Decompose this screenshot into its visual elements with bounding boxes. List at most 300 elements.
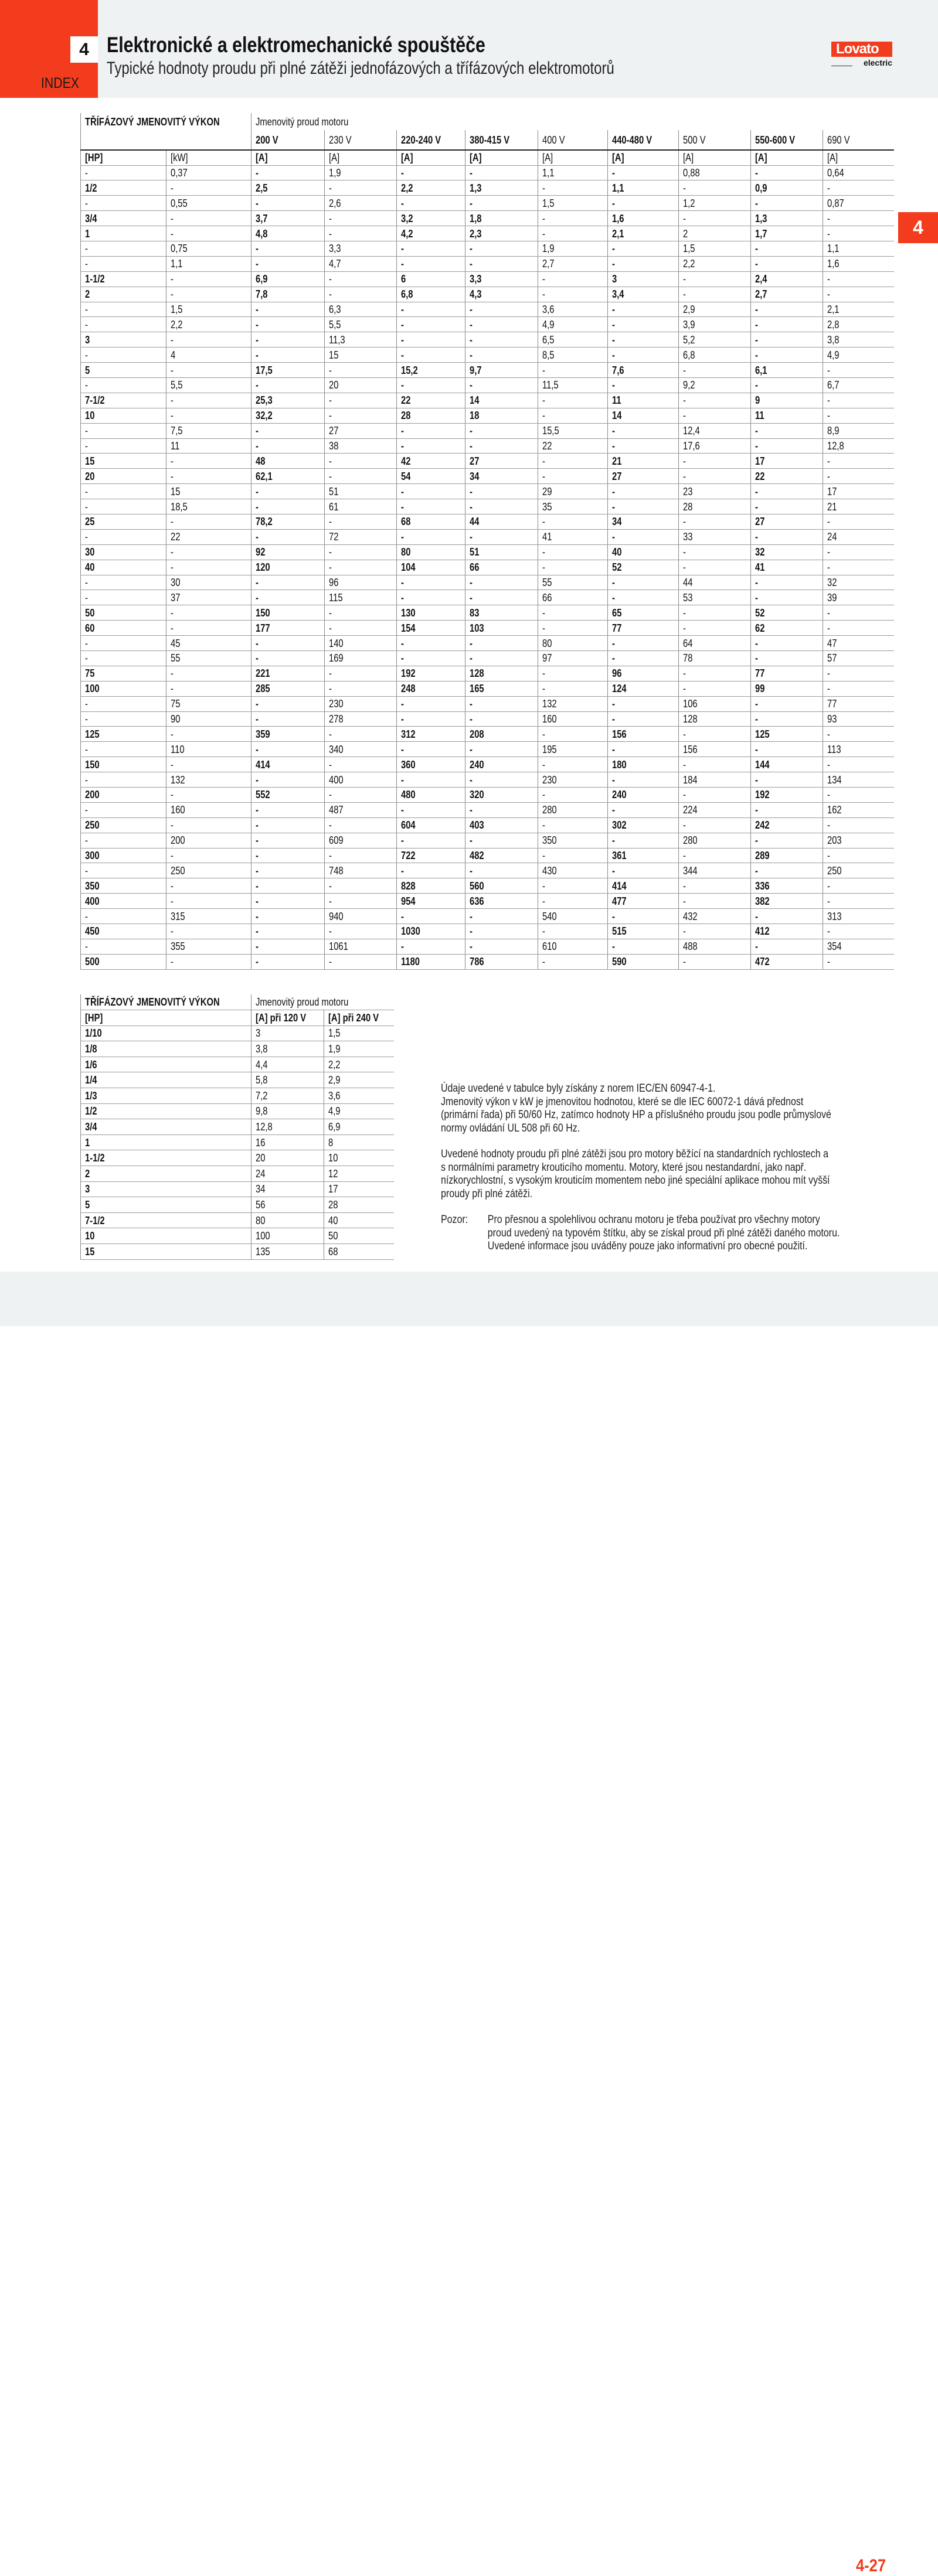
table-cell bbox=[465, 621, 538, 636]
table-cell bbox=[679, 924, 751, 939]
table-cell-text: - bbox=[542, 212, 545, 224]
table-cell-text: - bbox=[683, 789, 686, 801]
table-cell-text: 15 bbox=[85, 455, 95, 467]
table-cell-text: - bbox=[329, 182, 332, 194]
table-cell-text: 1,6 bbox=[612, 212, 624, 224]
table-cell bbox=[81, 833, 166, 848]
table-cell bbox=[81, 1103, 252, 1119]
table-cell bbox=[325, 757, 397, 772]
table-cell bbox=[166, 651, 252, 666]
table-cell-text: - bbox=[827, 850, 830, 862]
table-cell-text: - bbox=[401, 743, 404, 755]
table-cell bbox=[252, 560, 325, 575]
table-cell-text: 200 bbox=[85, 789, 100, 801]
table-cell-text: - bbox=[401, 258, 404, 270]
table-cell bbox=[679, 165, 751, 180]
table-cell bbox=[751, 544, 823, 560]
table-cell bbox=[679, 954, 751, 969]
table-cell-text: - bbox=[401, 774, 404, 786]
table-row bbox=[81, 742, 894, 757]
table-cell-text: - bbox=[470, 637, 473, 649]
table-cell-text: - bbox=[470, 941, 473, 953]
table-cell-text: 10 bbox=[85, 410, 95, 422]
table-cell-text: - bbox=[85, 743, 88, 755]
table-cell bbox=[325, 226, 397, 241]
table-cell-text: 14 bbox=[612, 410, 622, 422]
table-cell bbox=[751, 529, 823, 544]
table-cell bbox=[81, 939, 166, 954]
table-cell bbox=[397, 757, 465, 772]
table-cell-text: - bbox=[542, 455, 545, 467]
table-cell-text: - bbox=[171, 622, 174, 634]
table-cell-text: - bbox=[470, 425, 473, 437]
table-cell bbox=[538, 696, 608, 711]
table-cell-text: - bbox=[85, 197, 88, 209]
table-cell-text: - bbox=[171, 819, 174, 832]
table-cell bbox=[324, 1134, 394, 1150]
table-cell-text: 35 bbox=[542, 500, 552, 513]
table-cell-text: - bbox=[827, 895, 830, 907]
table-cell-text: 312 bbox=[401, 728, 416, 740]
table-cell-text: - bbox=[612, 804, 615, 816]
table-cell bbox=[823, 241, 894, 256]
table-cell bbox=[252, 848, 325, 863]
table-cell bbox=[324, 1181, 394, 1197]
chapter-side-tab[interactable]: 4 bbox=[898, 212, 938, 243]
table-cell-text: - bbox=[683, 850, 686, 862]
table-cell-text: - bbox=[755, 258, 758, 270]
table-cell bbox=[823, 499, 894, 514]
table-cell-text: 4,8 bbox=[256, 227, 268, 240]
table-row bbox=[81, 393, 894, 408]
table-cell-text: 609 bbox=[329, 834, 344, 847]
table-cell-text: - bbox=[827, 819, 830, 832]
table-cell bbox=[465, 575, 538, 590]
table-cell-text: 414 bbox=[612, 880, 627, 892]
table-cell bbox=[252, 666, 325, 681]
table-cell bbox=[81, 909, 166, 924]
table-cell bbox=[608, 484, 679, 499]
table-cell-text: - bbox=[85, 379, 88, 391]
table-cell-text: - bbox=[470, 485, 473, 498]
table-cell-text: - bbox=[256, 425, 259, 437]
table-cell bbox=[608, 817, 679, 833]
table-cell bbox=[465, 287, 538, 302]
table-cell bbox=[823, 408, 894, 423]
table-cell bbox=[465, 696, 538, 711]
table-cell bbox=[325, 454, 397, 469]
table-cell-text: - bbox=[256, 941, 259, 953]
table-cell bbox=[538, 165, 608, 180]
table-cell-text: - bbox=[827, 394, 830, 407]
table-cell-text: 96 bbox=[612, 667, 622, 680]
table-cell bbox=[81, 544, 166, 560]
table-cell-text: - bbox=[755, 333, 758, 346]
table-cell bbox=[465, 954, 538, 969]
table-cell-text: 15 bbox=[329, 349, 339, 361]
table-row bbox=[81, 939, 894, 954]
table-cell bbox=[751, 377, 823, 393]
table-cell-text: 11 bbox=[171, 439, 180, 452]
table-cell-text: - bbox=[755, 576, 758, 588]
table-cell bbox=[465, 666, 538, 681]
table-cell bbox=[81, 863, 166, 878]
table-cell-text: - bbox=[683, 182, 686, 194]
table-cell-text: 6 bbox=[401, 273, 406, 285]
table-cell bbox=[81, 211, 166, 226]
table-cell-text: 1,5 bbox=[683, 243, 695, 255]
table-cell-text: 34 bbox=[256, 1183, 266, 1195]
table-cell-text: 156 bbox=[683, 743, 698, 755]
table-cell-text: 28 bbox=[401, 410, 411, 422]
table-cell bbox=[166, 696, 252, 711]
table-cell-text: - bbox=[401, 910, 404, 922]
table-cell bbox=[608, 514, 679, 529]
table-cell bbox=[823, 681, 894, 696]
table-cell bbox=[397, 271, 465, 287]
table-cell-text: 30 bbox=[85, 546, 95, 558]
table-cell-text: 1 bbox=[85, 227, 90, 240]
table-cell-text: 55 bbox=[542, 576, 552, 588]
voltage-header bbox=[679, 130, 751, 150]
table-cell bbox=[166, 438, 252, 454]
table-cell bbox=[538, 878, 608, 894]
table-cell-text: - bbox=[329, 895, 332, 907]
table-cell bbox=[166, 393, 252, 408]
table-cell bbox=[81, 529, 166, 544]
table-cell-text: 2,8 bbox=[827, 318, 840, 330]
table-cell bbox=[397, 484, 465, 499]
table-cell-text: 1/10 bbox=[85, 1027, 102, 1040]
table-cell-text: - bbox=[171, 956, 174, 968]
table-cell bbox=[751, 727, 823, 742]
table-cell-text: 1/3 bbox=[85, 1089, 97, 1102]
table-cell-text: - bbox=[329, 410, 332, 422]
table-cell-text: 38 bbox=[329, 439, 339, 452]
table-cell bbox=[679, 514, 751, 529]
table-cell-text: - bbox=[542, 758, 545, 771]
table-cell bbox=[465, 165, 538, 180]
table-cell-text: 940 bbox=[329, 910, 344, 922]
table-cell bbox=[397, 211, 465, 226]
table-cell bbox=[608, 393, 679, 408]
table-cell-text: - bbox=[401, 500, 404, 513]
table-cell bbox=[538, 575, 608, 590]
table-cell bbox=[751, 317, 823, 332]
table-cell bbox=[608, 332, 679, 347]
table-cell bbox=[397, 666, 465, 681]
table-cell bbox=[166, 165, 252, 180]
table-cell bbox=[325, 363, 397, 378]
table-cell bbox=[538, 226, 608, 241]
table-cell bbox=[465, 196, 538, 211]
table-cell-text: - bbox=[256, 637, 259, 649]
table-cell bbox=[397, 817, 465, 833]
table-cell bbox=[325, 377, 397, 393]
table-cell-text: - bbox=[683, 516, 686, 528]
table-cell-text: 487 bbox=[329, 804, 344, 816]
table-cell bbox=[252, 438, 325, 454]
table-cell bbox=[252, 1134, 324, 1150]
table-cell bbox=[252, 165, 325, 180]
table-cell-text: - bbox=[612, 743, 615, 755]
table-cell bbox=[81, 347, 166, 363]
table-cell-text: 200 bbox=[171, 834, 185, 847]
table-cell-text: - bbox=[256, 439, 259, 452]
table-cell-text: 472 bbox=[755, 956, 770, 968]
table-cell-text: 11 bbox=[755, 410, 764, 422]
table-cell-text: - bbox=[612, 591, 615, 604]
table-cell bbox=[397, 302, 465, 317]
table-cell-text: - bbox=[256, 925, 259, 938]
table-cell-text: - bbox=[683, 561, 686, 574]
table-cell-text: 80 bbox=[542, 637, 552, 649]
table-cell bbox=[81, 1088, 252, 1104]
table-cell bbox=[81, 1166, 252, 1182]
table-cell-text: 5,2 bbox=[683, 333, 695, 346]
table-cell bbox=[166, 817, 252, 833]
table-cell-text: - bbox=[755, 910, 758, 922]
table-row bbox=[81, 514, 894, 529]
table-cell bbox=[252, 271, 325, 287]
unit-header bbox=[538, 150, 608, 165]
table-cell-text: - bbox=[85, 834, 88, 847]
unit-header bbox=[823, 150, 894, 165]
table-cell bbox=[81, 894, 166, 909]
table-cell-text: - bbox=[171, 288, 174, 301]
table-cell bbox=[325, 894, 397, 909]
table-cell bbox=[166, 636, 252, 651]
table-cell-text: - bbox=[683, 546, 686, 558]
table-cell bbox=[608, 560, 679, 575]
unit-header-text: [A] bbox=[612, 152, 624, 164]
table-cell-text: - bbox=[827, 516, 830, 528]
table-cell bbox=[751, 575, 823, 590]
table-cell-text: 34 bbox=[470, 470, 480, 482]
table-cell bbox=[81, 438, 166, 454]
table-cell bbox=[538, 196, 608, 211]
table-cell bbox=[823, 180, 894, 196]
table-cell bbox=[608, 241, 679, 256]
table-cell bbox=[465, 302, 538, 317]
table-cell bbox=[679, 529, 751, 544]
table-cell bbox=[751, 241, 823, 256]
table-row bbox=[81, 1134, 394, 1150]
table-cell-text: 1030 bbox=[401, 925, 420, 938]
table-cell bbox=[166, 408, 252, 423]
unit-header-text: [HP] bbox=[85, 1011, 103, 1024]
table-row bbox=[81, 1103, 394, 1119]
table-cell bbox=[679, 423, 751, 438]
table-cell-text: - bbox=[827, 606, 830, 619]
table-cell bbox=[538, 408, 608, 423]
table-cell-text: 412 bbox=[755, 925, 770, 938]
table-cell bbox=[823, 727, 894, 742]
table-cell bbox=[81, 377, 166, 393]
table-cell-text: 45 bbox=[171, 637, 181, 649]
page-footer bbox=[0, 1272, 938, 2575]
table-cell bbox=[538, 529, 608, 544]
table-cell-text: - bbox=[542, 364, 545, 376]
table-cell bbox=[166, 271, 252, 287]
table-cell-text: - bbox=[755, 439, 758, 452]
table-cell-text: 1 bbox=[85, 1136, 90, 1149]
table-cell bbox=[166, 954, 252, 969]
table-cell bbox=[81, 1150, 252, 1166]
table-cell bbox=[823, 393, 894, 408]
table-cell-text: 7-1/2 bbox=[85, 394, 105, 407]
table-cell bbox=[81, 423, 166, 438]
table-cell-text: 12 bbox=[328, 1167, 338, 1180]
table-cell-text: 17 bbox=[328, 1183, 338, 1195]
table-cell bbox=[81, 180, 166, 196]
unit-header bbox=[166, 150, 252, 165]
table-cell bbox=[608, 196, 679, 211]
voltage-header bbox=[397, 130, 465, 150]
table-cell bbox=[252, 454, 325, 469]
table-cell-text: - bbox=[755, 834, 758, 847]
table-cell-text: - bbox=[256, 850, 259, 862]
unit-header-text: [A] bbox=[542, 152, 553, 164]
table-cell-text: 280 bbox=[683, 834, 698, 847]
table-cell-text: - bbox=[470, 258, 473, 270]
table-cell bbox=[252, 788, 325, 803]
table-cell-text: 1,5 bbox=[328, 1027, 341, 1040]
table-cell-text: - bbox=[171, 895, 174, 907]
table-cell bbox=[608, 954, 679, 969]
table-cell bbox=[324, 1041, 394, 1057]
table-cell bbox=[325, 575, 397, 590]
table-cell bbox=[325, 241, 397, 256]
table-cell-text: - bbox=[827, 470, 830, 482]
table-cell bbox=[397, 499, 465, 514]
table-cell bbox=[823, 332, 894, 347]
table-cell bbox=[465, 514, 538, 529]
table-cell-text: 2,2 bbox=[328, 1058, 341, 1071]
table-cell-text: - bbox=[85, 439, 88, 452]
table-cell bbox=[252, 1119, 324, 1135]
table-cell-text: 6,8 bbox=[401, 288, 413, 301]
table-cell-text: 10 bbox=[328, 1152, 338, 1164]
table-cell-text: - bbox=[755, 318, 758, 330]
table-cell-text: 8,5 bbox=[542, 349, 555, 361]
table-cell-text: 150 bbox=[85, 758, 100, 771]
table-cell bbox=[465, 241, 538, 256]
table-cell bbox=[751, 454, 823, 469]
table-cell bbox=[166, 196, 252, 211]
table-cell bbox=[465, 894, 538, 909]
table-cell-text: 3,7 bbox=[256, 212, 268, 224]
table-cell-text: - bbox=[329, 546, 332, 558]
table-cell bbox=[324, 1072, 394, 1088]
table-cell-text: - bbox=[827, 212, 830, 224]
voltage-header-text: 200 V bbox=[256, 134, 278, 146]
table-cell-text: 340 bbox=[329, 743, 344, 755]
table-cell bbox=[81, 514, 166, 529]
table-cell bbox=[166, 287, 252, 302]
table-cell bbox=[823, 438, 894, 454]
table-cell-text: - bbox=[683, 455, 686, 467]
table-cell bbox=[397, 529, 465, 544]
table-cell bbox=[465, 377, 538, 393]
table-cell bbox=[823, 954, 894, 969]
table-cell-text: 22 bbox=[171, 531, 181, 543]
table-cell bbox=[397, 909, 465, 924]
table-title-row bbox=[81, 994, 394, 1010]
table-cell bbox=[81, 727, 166, 742]
table-cell-text: 32,2 bbox=[256, 410, 273, 422]
table-cell bbox=[397, 332, 465, 347]
table-cell bbox=[252, 802, 325, 817]
table-cell-text: - bbox=[612, 910, 615, 922]
table-cell bbox=[252, 544, 325, 560]
table-cell bbox=[538, 833, 608, 848]
table-cell-text: - bbox=[542, 683, 545, 695]
page-title: Elektronické a elektromechanické spouštěče bbox=[107, 33, 485, 57]
table-cell bbox=[538, 469, 608, 484]
table-cell-text: 5,5 bbox=[329, 318, 341, 330]
table-cell-text: - bbox=[755, 425, 758, 437]
table-cell bbox=[252, 1244, 324, 1260]
table-cell bbox=[608, 681, 679, 696]
unit-header bbox=[81, 150, 166, 165]
table-cell-text: 22 bbox=[755, 470, 765, 482]
table-cell bbox=[81, 817, 166, 833]
table-cell bbox=[166, 423, 252, 438]
table-cell bbox=[252, 757, 325, 772]
table-cell-text: 144 bbox=[755, 758, 770, 771]
table-cell bbox=[538, 302, 608, 317]
table-cell-text: 250 bbox=[827, 864, 842, 877]
table-row bbox=[81, 621, 894, 636]
table-row bbox=[81, 454, 894, 469]
table-cell bbox=[325, 909, 397, 924]
table-cell bbox=[325, 544, 397, 560]
table-cell bbox=[81, 1025, 252, 1041]
table-cell bbox=[81, 241, 166, 256]
table-cell bbox=[166, 484, 252, 499]
table-cell bbox=[81, 878, 166, 894]
table-cell-text: 540 bbox=[542, 910, 557, 922]
table-cell-text: - bbox=[542, 394, 545, 407]
voltage-header bbox=[252, 130, 325, 150]
table-cell-text: 6,9 bbox=[256, 273, 268, 285]
table-cell-text: 3,8 bbox=[827, 333, 840, 346]
table-cell bbox=[823, 817, 894, 833]
table-cell-text: - bbox=[683, 622, 686, 634]
table-cell-text: - bbox=[85, 591, 88, 604]
table-cell bbox=[325, 180, 397, 196]
table-cell-text: - bbox=[171, 728, 174, 740]
table-cell-text: 0,88 bbox=[683, 166, 700, 179]
table-cell-text: 3 bbox=[85, 1183, 90, 1195]
table-cell-text: - bbox=[85, 485, 88, 498]
unit-header bbox=[252, 1010, 324, 1026]
index-link[interactable] bbox=[0, 0, 98, 98]
table-row bbox=[81, 1228, 394, 1244]
table-cell-text: - bbox=[612, 774, 615, 786]
table-cell bbox=[166, 788, 252, 803]
table-cell-text: 7,8 bbox=[256, 288, 268, 301]
table-cell-text: 5 bbox=[85, 364, 90, 376]
index-label[interactable]: INDEX bbox=[41, 75, 79, 91]
page-subtitle: Typické hodnoty proudu při plné zátěži jednofázových a třífázových elektromotorů bbox=[107, 59, 614, 78]
table-cell-text: - bbox=[612, 698, 615, 710]
table-cell-text: 77 bbox=[827, 698, 837, 710]
table-cell bbox=[608, 696, 679, 711]
table-row bbox=[81, 802, 894, 817]
table-cell-text: 350 bbox=[85, 880, 100, 892]
